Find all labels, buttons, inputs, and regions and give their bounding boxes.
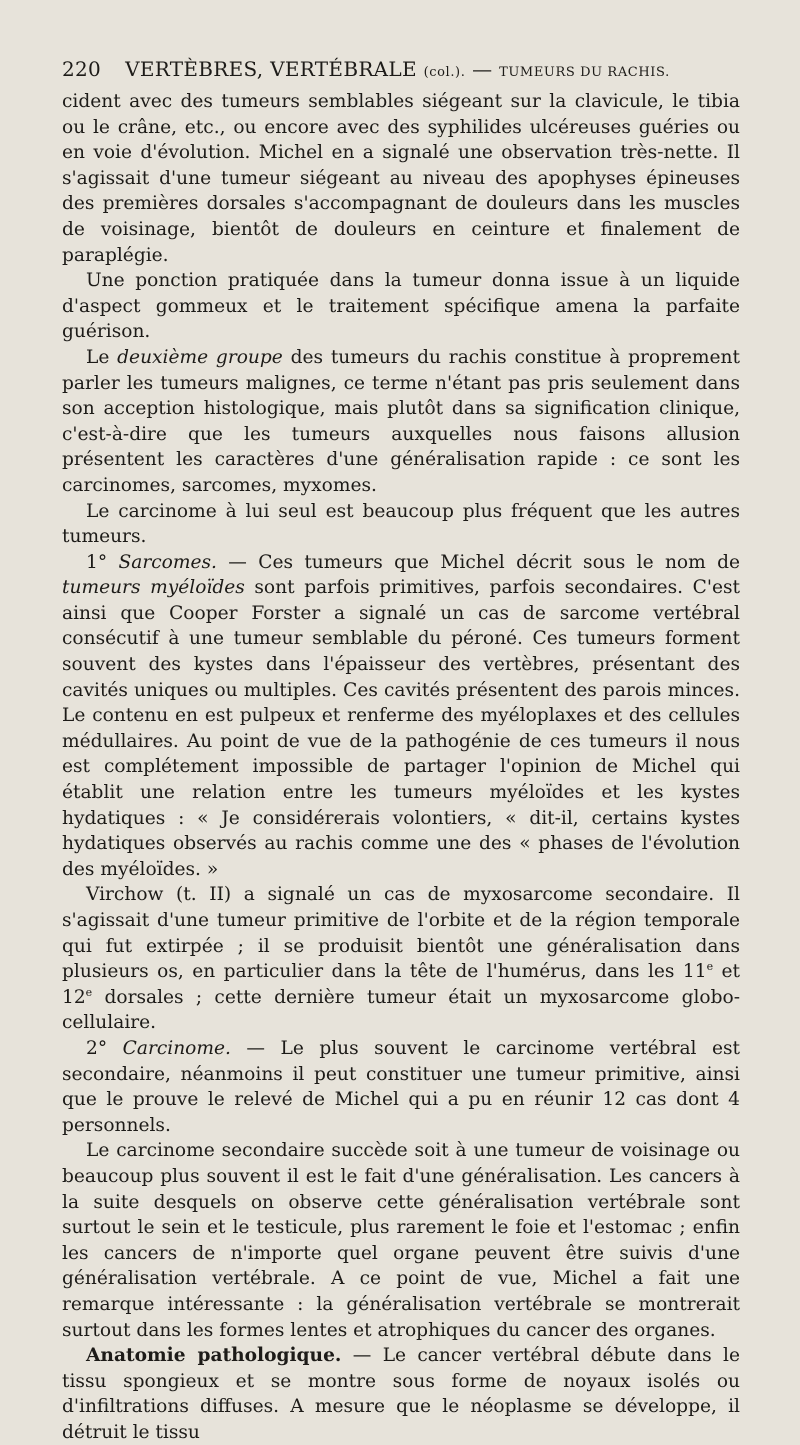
italic-term: deuxième groupe (117, 346, 283, 368)
page-number: 220 (62, 57, 102, 81)
text-run: — Le plus souvent le carcinome vertébral est secondaire, néanmoins il peut constituer une tumeur primitive, ainsi que le prouve le relevé de Michel qui a pu en réunir 12 cas dont 4 personnels. (62, 1037, 740, 1136)
paragraph: cident avec des tumeurs semblables siégeant sur la clavicule, le tibia ou le crâne, etc., ou encore avec des syphilides ulcéreuses guéries ou en voie d'évolution. Michel en a signalé une observation très-nette. Il s'agissait d'une tumeur siégeant au niveau des apophyses épineuses des premières dorsales s'accompagnant de douleurs dans les muscles de voisinage, bientôt de douleurs en ceinture et finalement de paraplégie. (62, 91, 740, 266)
subheading-carcinome: Carcinome. (122, 1037, 231, 1059)
paragraph (62, 882, 740, 1036)
body-text (62, 89, 740, 1445)
italic-term: tumeurs myéloïdes (62, 577, 245, 599)
text-run: Le (86, 346, 118, 368)
paragraph (62, 1343, 740, 1445)
paragraph (62, 345, 740, 499)
text-run: dorsales ; cette dernière tumeur était un myxosarcome globo-cellulaire. (62, 986, 740, 1034)
paragraph: Le carcinome à lui seul est beaucoup plus fréquent que les autres tumeurs. (62, 500, 740, 548)
text-run: et 12 (62, 961, 740, 1008)
paragraph: Une ponction pratiquée dans la tumeur donna issue à un liquide d'aspect gommeux et le traitement spécifique amena la parfaite guérison. (62, 270, 740, 343)
header-col: (col.). (423, 65, 466, 80)
paragraph: Le carcinome secondaire succède soit à une tumeur de voisinage ou beaucoup plus souvent il est le fait d'une généralisation. Les cancers à la suite desquels on observe cette généralisation vertébrale sont surtout le sein et le testicule, plus rarement le foie et l'estomac ; enfin les cancers de n'importe quel organe peuvent être suivis d'une généralisation vertébrale. A ce point de vue, Michel a fait une remarque intéressante : la généralisation vertébrale se montrerait surtout dans les formes lentes et atrophiques du cancer des organes. (62, 1140, 740, 1341)
superscript: e (85, 985, 93, 999)
text-run: — Le cancer vertébral débute dans le tissu spongieux et se montre sous forme de noyaux isolés ou d'infiltrations diffuses. A mesure que le néoplasme se développe, il détruit le tissu (62, 1345, 741, 1443)
subheading-sarcomes: Sarcomes. (118, 551, 217, 573)
header-title: VERTÈBRES, VERTÉBRALE (125, 57, 417, 81)
section-heading: Anatomie pathologique. (86, 1345, 342, 1367)
running-header (62, 57, 752, 81)
paragraph (62, 1036, 740, 1138)
header-dash: — (472, 57, 493, 81)
header-section: TUMEURS DU RACHIS. (499, 65, 670, 80)
text-run: sont parfois primitives, parfois secondaires. C'est ainsi que Cooper Forster a signalé un cas de sarcome vertébral consécutif à une tumeur semblable du péroné. Ces tumeurs forment souvent des kystes dans l'épaisseur des vertèbres, présentant des cavités uniques ou multiples. Ces cavités présentent des parois minces. Le contenu en est pulpeux et renferme des myéloplaxes et des cellules médullaires. Au point de vue de la pathogénie de ces tumeurs il nous est complétement impossible de partager l'opinion de Michel qui établit une relation entre les tumeurs myéloïdes et les kystes hydatiques : « Je considérerais volontiers, « dit-il, certains kystes hydatiques observés au rachis comme une des « phases de l'évolution des myéloïdes. » (62, 577, 740, 880)
text-run: Virchow (t. II) a signalé un cas de myxosarcome secondaire. Il s'agissait d'une tumeur primitive de l'orbite et de la région temporale qui fut extirpée ; il se produisit bientôt une généralisation dans plusieurs os, en particulier dans la tête de l'humérus, dans les 11 (62, 884, 740, 983)
superscript: e (706, 960, 714, 973)
text-run: — Ces tumeurs que Michel décrit sous le nom de (216, 551, 740, 573)
paragraph (62, 550, 740, 883)
item-number: 1° (86, 551, 108, 573)
text-run: des tumeurs du rachis constitue à proprement parler les tumeurs malignes, ce terme n'étant pas pris seulement dans son acception histologique, mais plutôt dans sa signification clinique, c'est-à-dire que les tumeurs auxquelles nous faisons allusion présentent les caractères d'une généralisation rapide : ce sont les carcinomes, sarcomes, myxomes. (62, 346, 740, 496)
item-number: 2° (86, 1037, 108, 1059)
